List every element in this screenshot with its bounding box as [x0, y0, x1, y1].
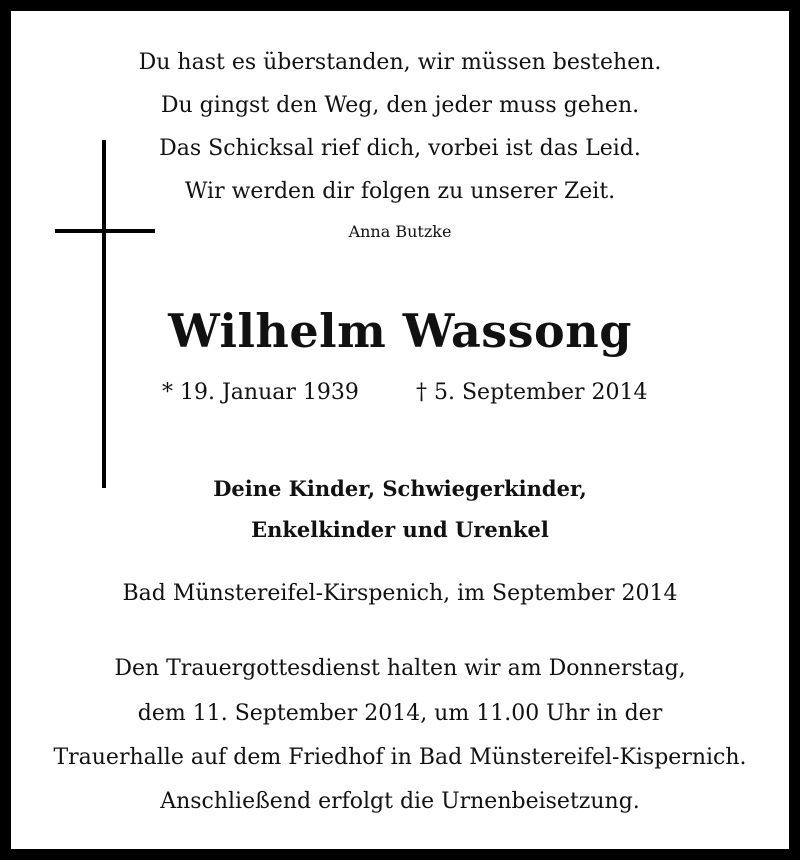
poem-line-3: Das Schicksal rief dich, vorbei ist das Leid. [159, 136, 641, 161]
family-line-2: Enkelkinder und Urenkel [251, 517, 549, 542]
service-line-3: Trauerhalle auf dem Friedhof in Bad Münstereifel-Kispernich. [53, 745, 747, 770]
poem-line-4: Wir werden dir folgen zu unserer Zeit. [184, 179, 616, 204]
family-line-1: Deine Kinder, Schwiegerkinder, [213, 476, 587, 501]
poem-line-1: Du hast es überstanden, wir müssen bestehen. [138, 50, 662, 75]
poem-author: Anna Butzke [348, 222, 452, 241]
death-date: † 5. September 2014 [416, 380, 648, 405]
service-line-1: Den Trauergottesdienst halten wir am Donnerstag, [114, 656, 686, 681]
service-line-2: dem 11. September 2014, um 11.00 Uhr in der [137, 701, 663, 726]
place-and-date: Bad Münstereifel-Kirspenich, im September 2014 [122, 581, 678, 606]
birth-date: * 19. Januar 1939 [162, 380, 359, 405]
poem-line-2: Du gingst den Weg, den jeder muss gehen. [160, 93, 640, 118]
service-line-4: Anschließend erfolgt die Urnenbeisetzung. [160, 789, 640, 814]
deceased-name: Wilhelm Wassong [168, 304, 632, 358]
